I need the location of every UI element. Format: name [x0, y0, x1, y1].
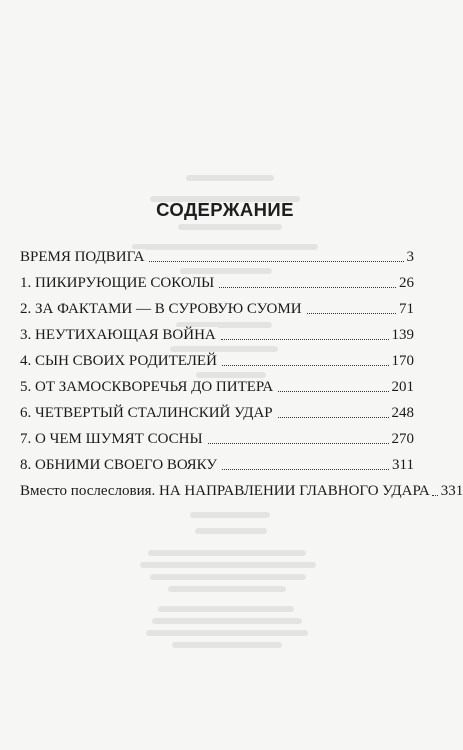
toc-entry-label: 7. О ЧЕМ ШУМЯТ СОСНЫ — [20, 431, 203, 447]
dot-leader — [219, 287, 396, 288]
toc-entry-label: 5. ОТ ЗАМОСКВОРЕЧЬЯ ДО ПИТЕРА — [20, 379, 274, 395]
toc-entry-label: 8. ОБНИМИ СВОЕГО ВОЯКУ — [20, 457, 218, 473]
toc-entry-label: 2. ЗА ФАКТАМИ — В СУРОВУЮ СУОМИ — [20, 301, 302, 317]
dot-leader — [221, 339, 389, 340]
toc-entry-label: ВРЕМЯ ПОДВИГА — [20, 249, 145, 265]
toc-entry — [20, 292, 414, 318]
toc-entry-page: 3 — [406, 249, 414, 265]
toc-entry-page: 139 — [391, 327, 414, 343]
toc-entry — [20, 344, 414, 370]
toc-entry-label: 1. ПИКИРУЮЩИЕ СОКОЛЫ — [20, 275, 215, 291]
toc-entry — [20, 396, 414, 422]
toc-entry — [20, 448, 414, 474]
toc-entry-page: 201 — [391, 379, 414, 395]
toc-entry-label: 3. НЕУТИХАЮЩАЯ ВОЙНА — [20, 327, 216, 343]
toc-entry — [20, 266, 414, 292]
toc-entry-label: 4. СЫН СВОИХ РОДИТЕЛЕЙ — [20, 353, 217, 369]
dot-leader — [278, 391, 388, 392]
toc-entry-page: 270 — [391, 431, 414, 447]
toc-entry-label: 6. ЧЕТВЕРТЫЙ СТАЛИНСКИЙ УДАР — [20, 405, 273, 421]
dot-leader — [278, 417, 389, 418]
toc-entry — [20, 422, 414, 448]
table-of-contents — [20, 240, 463, 500]
toc-entry-page: 26 — [399, 275, 414, 291]
page-title: СОДЕРЖАНИЕ — [156, 199, 294, 220]
toc-entry-page: 331 — [440, 483, 463, 499]
dot-leader — [208, 443, 389, 444]
toc-entry — [20, 240, 414, 266]
toc-entry-page: 170 — [391, 353, 414, 369]
toc-entry-page: 71 — [399, 301, 414, 317]
dot-leader — [222, 365, 389, 366]
dot-leader — [149, 261, 403, 262]
dot-leader — [432, 495, 438, 496]
toc-entry-page: 311 — [392, 457, 414, 473]
toc-entry — [20, 318, 414, 344]
dot-leader — [307, 313, 396, 314]
toc-entry — [20, 474, 463, 500]
toc-entry — [20, 370, 414, 396]
toc-entry-label: Вместо послесловия. НА НАПРАВЛЕНИИ ГЛАВНОГО УДАРА — [20, 483, 430, 499]
dot-leader — [222, 469, 389, 470]
toc-entry-page: 248 — [391, 405, 414, 421]
